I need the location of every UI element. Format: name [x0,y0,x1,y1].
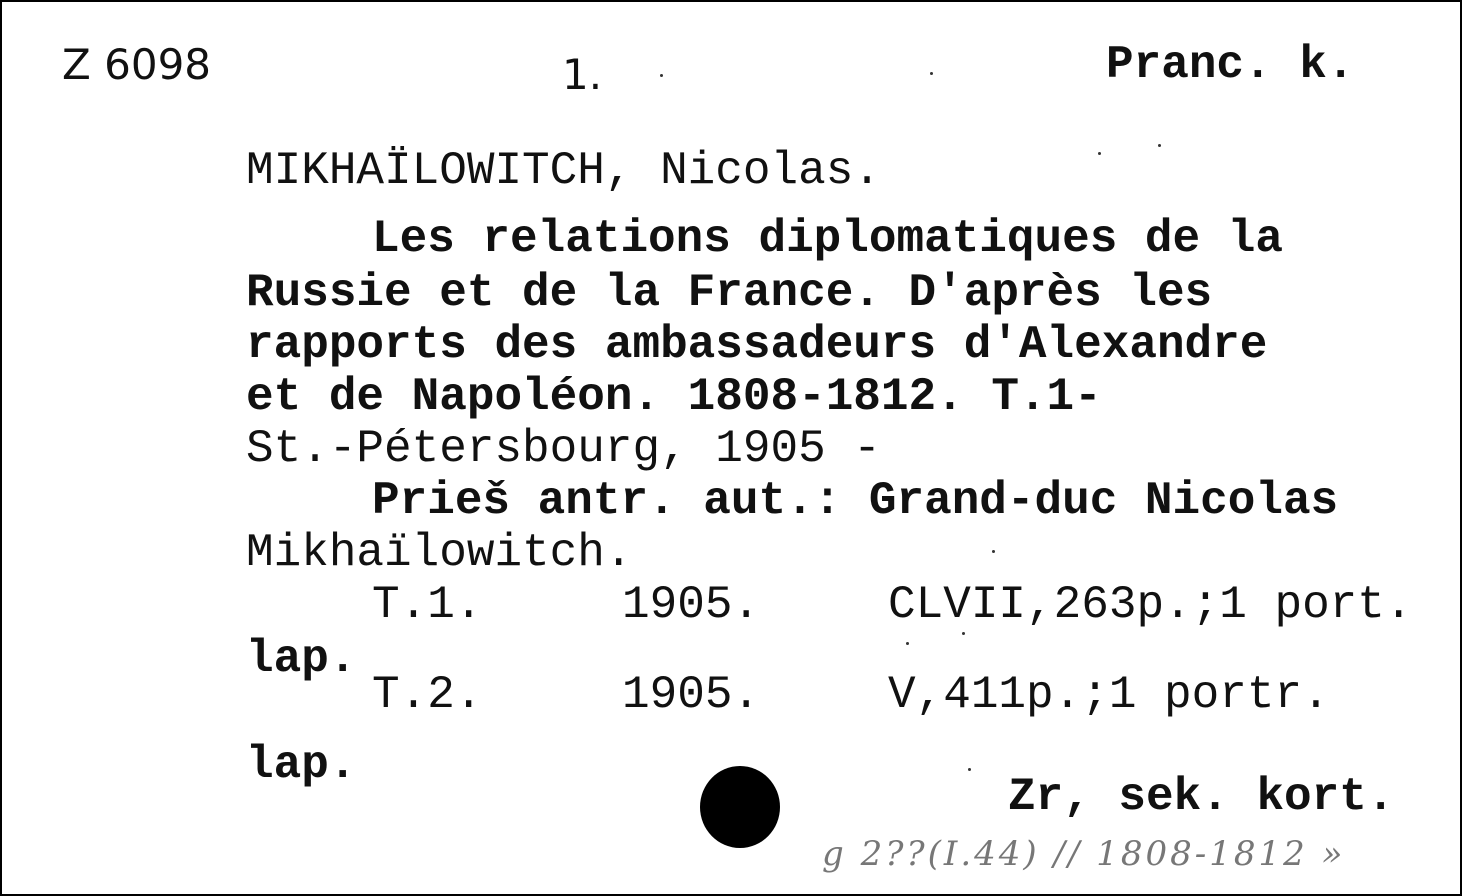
volume-year: 1905. [622,669,761,721]
source-note: Zr, sek. kort. [1008,771,1395,823]
handwritten-note: g 2??(I.44) // 1808-1812 » [822,834,1346,874]
ink-speck [1098,152,1101,155]
title-line: rapports des ambassadeurs d'Alexandre [246,319,1268,371]
volume-extent: CLVII,263p.;1 port. [888,579,1413,631]
volume-continuation: lap. [246,739,357,791]
ink-speck [968,768,971,771]
punch-hole [700,766,780,848]
ink-speck [906,642,909,645]
card-number: 1. [562,50,603,99]
ink-speck [660,74,663,77]
ink-speck [930,72,933,75]
catalog-code: Pranc. k. [1106,39,1355,91]
title-line: Russie et de la France. D'après les [246,267,1213,319]
title-line: Les relations diplomatiques de la [372,213,1283,265]
volume-label: T.1. [372,579,483,631]
author-heading: MIKHAÏLOWITCH, Nicolas. [246,145,881,197]
ink-speck [1158,144,1161,147]
ink-speck [962,632,965,635]
note-line: Prieš antr. aut.: Grand-duc Nicolas [372,475,1339,527]
note-line: Mikhaïlowitch. [246,527,633,579]
volume-extent: V,411p.;1 portr. [888,669,1330,721]
call-number: Z 6098 [62,40,212,89]
volume-continuation: lap. [246,633,357,685]
ink-speck [992,550,995,553]
title-line: et de Napoléon. 1808-1812. T.1- [246,371,1102,423]
volume-year: 1905. [622,579,761,631]
volume-label: T.2. [372,669,483,721]
imprint-line: St.-Pétersbourg, 1905 - [246,423,881,475]
